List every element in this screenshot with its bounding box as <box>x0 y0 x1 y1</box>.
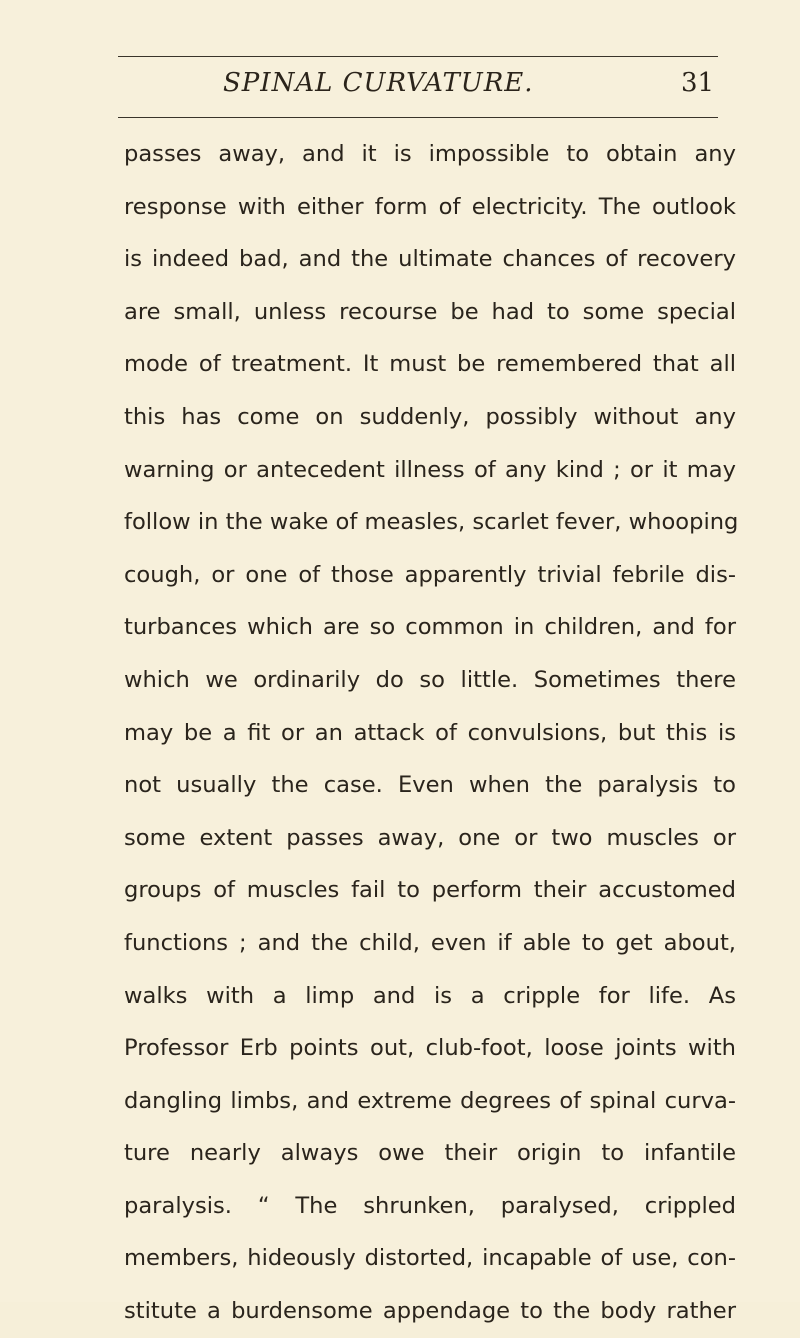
text-line: ture nearly always owe their origin to infantile <box>124 1140 736 1167</box>
header-bottom-rule <box>118 117 718 118</box>
text-line: which we ordinarily do so little. Sometimes there <box>124 666 736 693</box>
text-line: some extent passes away, one or two muscles or <box>124 824 736 851</box>
header-top-rule <box>118 56 718 57</box>
running-title: SPINAL CURVATURE. <box>223 68 534 98</box>
text-line: warning or antecedent illness of any kind ; or it may <box>124 456 736 483</box>
text-line: not usually the case. Even when the paralysis to <box>124 772 736 799</box>
text-line: functions ; and the child, even if able to get about, <box>124 929 736 956</box>
page-header <box>0 64 800 104</box>
text-line: turbances which are so common in children, and for <box>124 614 736 641</box>
text-line: mode of treatment. It must be remembered that all <box>124 351 736 378</box>
body-text <box>124 128 739 1338</box>
text-line: dangling limbs, and extreme degrees of spinal curva- <box>124 1087 736 1114</box>
text-line: passes away, and it is impossible to obtain any <box>124 141 736 167</box>
text-line: this has come on suddenly, possibly without any <box>124 403 736 430</box>
text-line: cough, or one of those apparently trivial febrile dis- <box>124 561 736 588</box>
text-line: may be a fit or an attack of convulsions, but this is <box>124 719 736 746</box>
text-line: members, hideously distorted, incapable of use, con- <box>124 1245 736 1272</box>
text-line: follow in the wake of measles, scarlet fever, whooping <box>124 509 739 536</box>
text-line: Professor Erb points out, club-foot, loose joints with <box>124 1035 736 1062</box>
text-line: walks with a limp and is a cripple for life. As <box>124 982 736 1009</box>
text-line: groups of muscles fail to perform their accustomed <box>124 877 736 904</box>
text-line: stitute a burdensome appendage to the body rather <box>124 1298 736 1325</box>
page-number: 31 <box>681 68 715 98</box>
text-line: is indeed bad, and the ultimate chances of recovery <box>124 246 736 273</box>
text-line: paralysis. “ The shrunken, paralysed, crippled <box>124 1192 736 1219</box>
text-line: response with either form of electricity. The outlook <box>124 193 736 220</box>
text-line: are small, unless recourse be had to some special <box>124 298 736 325</box>
